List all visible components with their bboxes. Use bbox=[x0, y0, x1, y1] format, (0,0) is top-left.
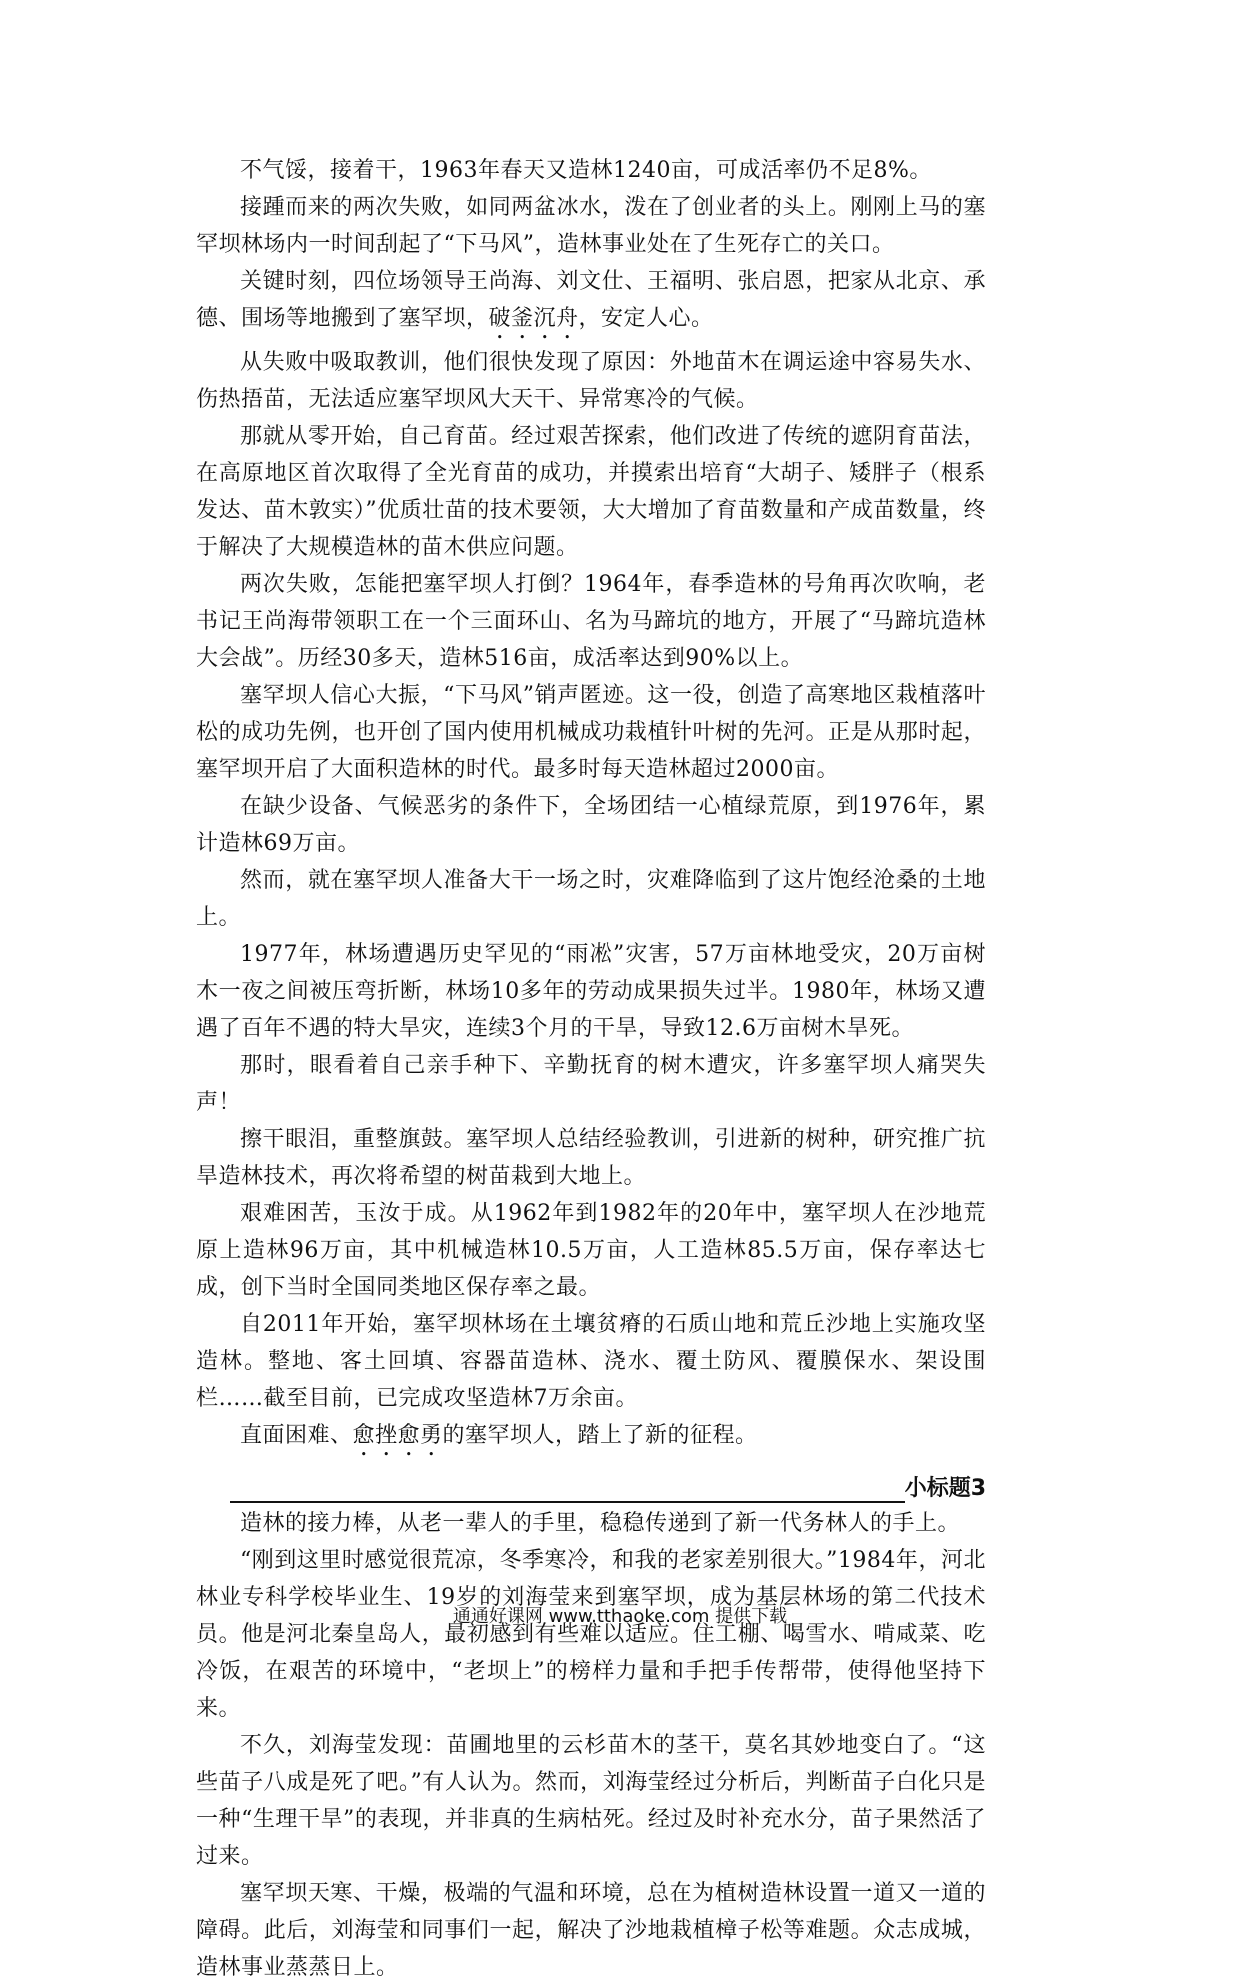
paragraph: 塞罕坝人信心大振，“下马风”销声匿迹。这一役，创造了高寒地区栽植落叶松的成功先例，也开创了国内使用机械成功栽植针叶树的先河。正是从那时起，塞罕坝开启了大面积造林的时代。最多时每天造林超过2000亩。 bbox=[196, 683, 986, 782]
paragraph: 艰难困苦，玉汝于成。从1962年到1982年的20年中，塞罕坝人在沙地荒原上造林96万亩，其中机械造林10.5万亩，人工造林85.5万亩，保存率达七成，创下当时全国同类地区保存率之最。 bbox=[196, 1201, 986, 1300]
paragraph: 不久，刘海莹发现：苗圃地里的云杉苗木的茎干，莫名其妙地变白了。“这些苗子八成是死了吧。”有人认为。然而，刘海莹经过分析后，判断苗子白化只是一种“生理干旱”的表现，并非真的生病枯死。经过及时补充水分，苗子果然活了过来。 bbox=[196, 1733, 986, 1869]
page-footer: 通通好课网 www.tthaoke.com 提供下载 bbox=[452, 1606, 788, 1627]
paragraph: 自2011年开始，塞罕坝林场在土壤贫瘠的石质山地和荒丘沙地上实施攻坚造林。整地、客土回填、容器苗造林、浇水、覆土防风、覆膜保水、架设围栏……截至目前，已完成攻坚造林7万余亩。 bbox=[196, 1312, 986, 1411]
subtitle-row bbox=[196, 1467, 986, 1503]
paragraph bbox=[196, 1417, 986, 1461]
subtitle-blank-line bbox=[230, 1475, 905, 1503]
paragraph: 那就从零开始，自己育苗。经过艰苦探索，他们改进了传统的遮阴育苗法，在高原地区首次取得了全光育苗的成功，并摸索出培育“大胡子、矮胖子（根系发达、苗木敦实）”优质壮苗的技术要领，大大增加了育苗数量和产成苗数量，终于解决了大规模造林的苗木供应问题。 bbox=[196, 424, 986, 560]
paragraph: 在缺少设备、气候恶劣的条件下，全场团结一心植绿荒原，到1976年，累计造林69万亩。 bbox=[196, 794, 986, 856]
paragraph-text: 直面困难、 bbox=[240, 1423, 353, 1448]
paragraph-text: 的塞罕坝人，踏上了新的征程。 bbox=[442, 1423, 758, 1448]
emphasized-idiom: 破釜沉舟 bbox=[488, 306, 579, 331]
paragraph: 那时，眼看着自己亲手种下、辛勤抚育的树木遭灾，许多塞罕坝人痛哭失声！ bbox=[196, 1053, 986, 1115]
paragraph: 两次失败，怎能把塞罕坝人打倒？1964年，春季造林的号角再次吹响，老书记王尚海带领职工在一个三面环山、名为马蹄坑的地方，开展了“马蹄坑造林大会战”。历经30多天，造林516亩，成活率达到90%以上。 bbox=[196, 572, 986, 671]
paragraph: 1977年，林场遭遇历史罕见的“雨凇”灾害，57万亩林地受灾，20万亩树木一夜之间被压弯折断，林场10多年的劳动成果损失过半。1980年，林场又遭遇了百年不遇的特大旱灾，连续3个月的干旱，导致12.6万亩树木旱死。 bbox=[196, 942, 986, 1041]
subtitle-label: 小标题3 bbox=[904, 1476, 986, 1501]
paragraph-text: 关键时刻，四位场领导王尚海、刘文仕、王福明、张启恩，把家从北京、承德、围场等地搬到了塞罕坝， bbox=[196, 269, 986, 331]
paragraph-text: ，安定人心。 bbox=[578, 306, 714, 331]
paragraph: 塞罕坝天寒、干燥，极端的气温和环境，总在为植树造林设置一道又一道的障碍。此后，刘海莹和同事们一起，解决了沙地栽植樟子松等难题。众志成城，造林事业蒸蒸日上。 bbox=[196, 1881, 986, 1980]
paragraph: 擦干眼泪，重整旗鼓。塞罕坝人总结经验教训，引进新的树种，研究推广抗旱造林技术，再次将希望的树苗栽到大地上。 bbox=[196, 1127, 986, 1189]
paragraph: 不气馁，接着干，1963年春天又造林1240亩，可成活率仍不足8%。 bbox=[240, 158, 932, 183]
article-body bbox=[196, 152, 986, 1986]
emphasized-idiom: 愈挫愈勇 bbox=[352, 1423, 443, 1448]
paragraph bbox=[196, 263, 986, 344]
paragraph: 然而，就在塞罕坝人准备大干一场之时，灾难降临到了这片饱经沧桑的土地上。 bbox=[196, 868, 986, 930]
paragraph: 接踵而来的两次失败，如同两盆冰水，泼在了创业者的头上。刚刚上马的塞罕坝林场内一时间刮起了“下马风”，造林事业处在了生死存亡的关口。 bbox=[196, 195, 986, 257]
paragraph: 从失败中吸取教训，他们很快发现了原因：外地苗木在调运途中容易失水、伤热捂苗，无法适应塞罕坝风大天干、异常寒冷的气候。 bbox=[196, 350, 986, 412]
paragraph: 造林的接力棒，从老一辈人的手里，稳稳传递到了新一代务林人的手上。 bbox=[240, 1511, 961, 1536]
paragraph: “刚到这里时感觉很荒凉，冬季寒冷，和我的老家差别很大。”1984年，河北林业专科学校毕业生、19岁的刘海莹来到塞罕坝，成为基层林场的第二代技术员。他是河北秦皇岛人，最初感到有些难以适应。住工棚、喝雪水、啃咸菜、吃冷饭，在艰苦的环境中，“老坝上”的榜样力量和手把手传帮带，使得他坚持下来。 bbox=[196, 1548, 986, 1721]
